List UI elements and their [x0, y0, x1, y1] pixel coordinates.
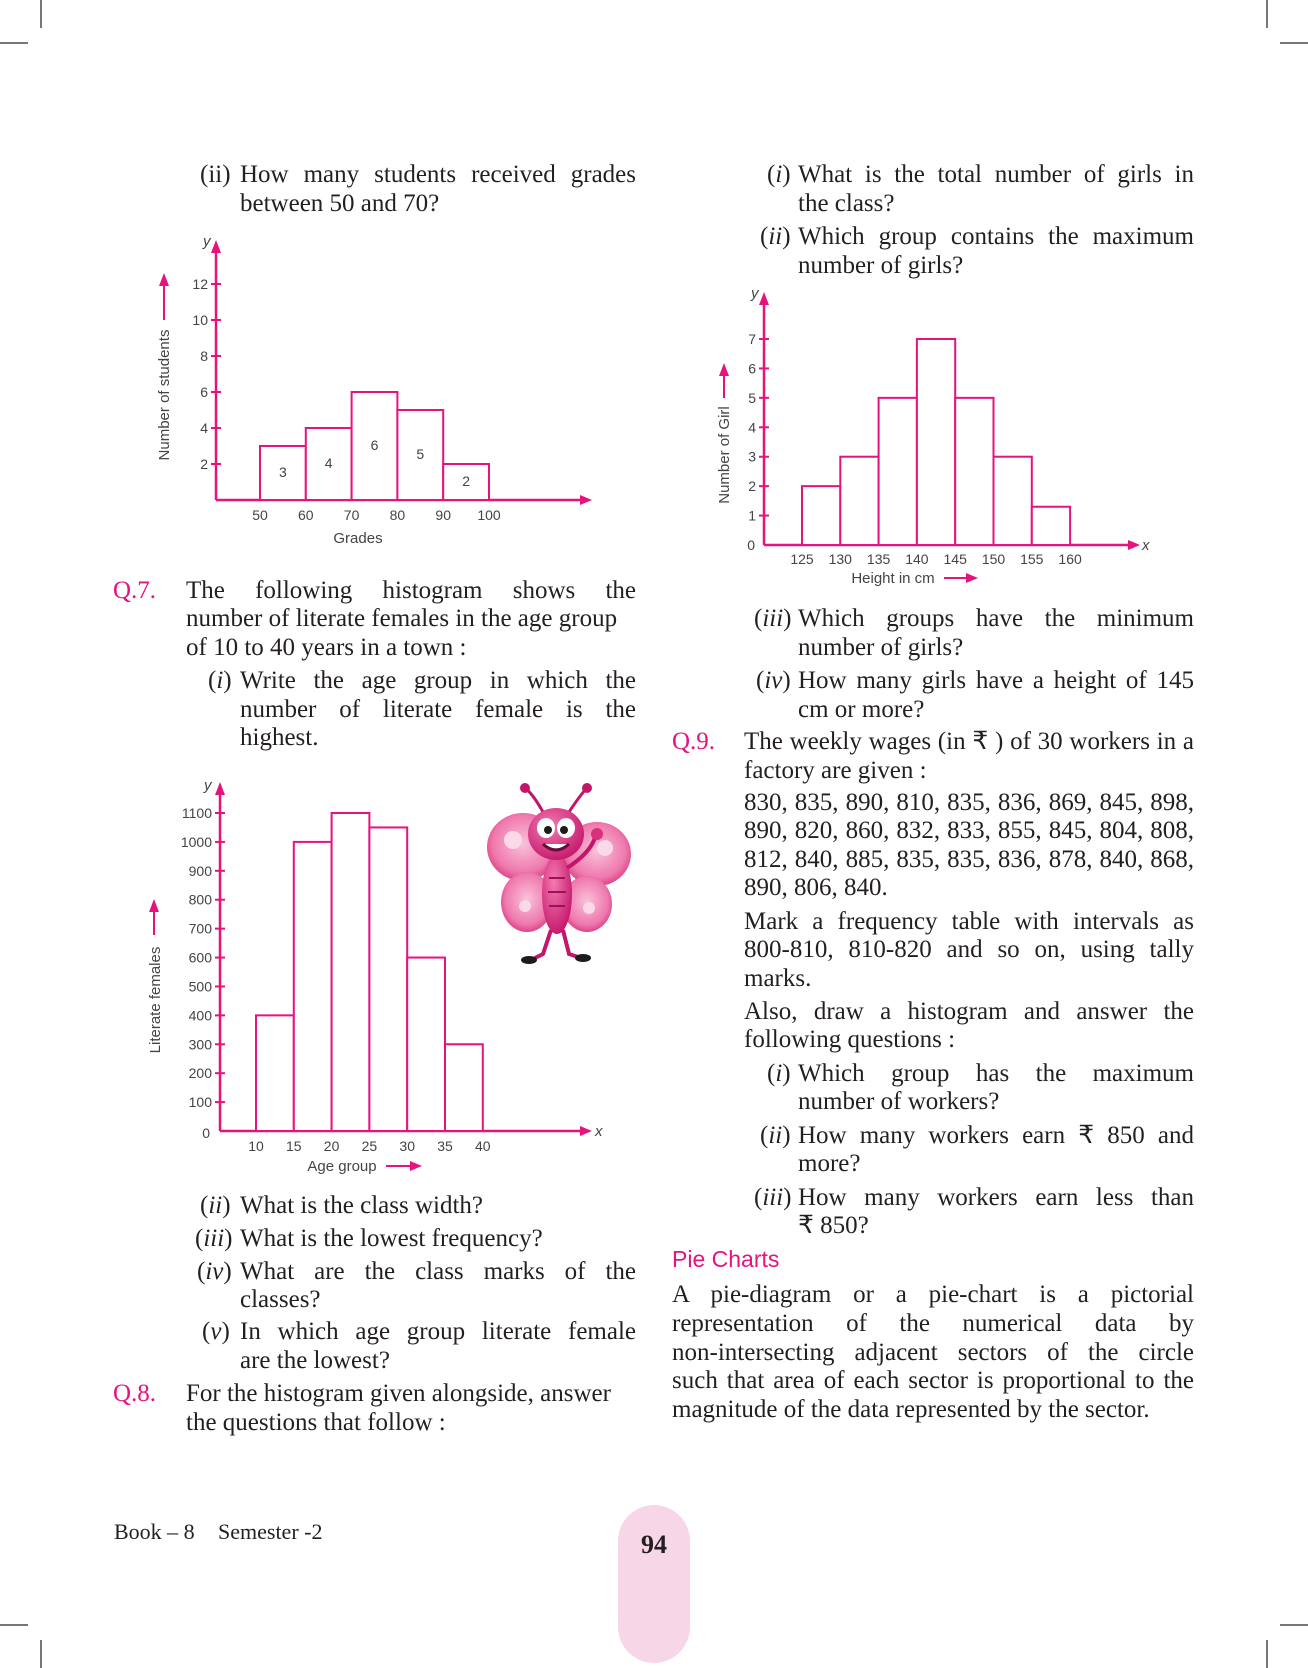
pie-paragraph-line: non-intersecting adjacent sectors of the circle	[672, 1339, 1194, 1366]
q6-ii-number: (ii)	[200, 161, 231, 188]
q9-ii-line: more?	[798, 1150, 861, 1177]
literate-x-tick-label: 20	[323, 1138, 340, 1154]
girls-bar	[994, 457, 1032, 545]
grades-x-tick-label: 70	[343, 507, 360, 523]
grades-bar-value-label: 2	[462, 473, 470, 489]
literate-x-label-arrowhead	[410, 1161, 422, 1171]
q9-instruction-line: following questions :	[744, 1026, 956, 1053]
girls-x-tick-label: 125	[790, 551, 814, 567]
literate-y-tick-label: 1000	[180, 833, 212, 850]
q9-instruction-line: Mark a frequency table with intervals as	[744, 908, 1194, 935]
q9-instruction-line: marks.	[744, 965, 812, 992]
grades-bar-value-label: 4	[324, 455, 333, 471]
girls-y-label-arrowhead	[719, 363, 729, 376]
grades-bar-value-label: 6	[370, 437, 379, 453]
literate-x-tick-label: 40	[475, 1138, 491, 1154]
grades-bar-value-label: 3	[279, 464, 287, 480]
q8-iii-number: (iii)	[754, 605, 792, 632]
grades-histogram	[150, 225, 600, 555]
girls-x-tick-label: 135	[866, 551, 891, 567]
grades-x-arrow	[580, 495, 592, 505]
page-number-tab	[618, 1505, 690, 1663]
girls-y-label: Number of Girl	[716, 406, 733, 504]
q7-v-number: (v)	[202, 1318, 230, 1345]
q6-ii-line: between 50 and 70?	[240, 190, 440, 217]
literate-x-label: Age group	[307, 1158, 377, 1175]
grades-y-tick-label: 4	[200, 420, 208, 436]
literate-bar	[332, 813, 370, 1131]
literate-origin-label: 0	[202, 1125, 210, 1141]
q9-instruction-line: 800-810, 810-820 and so on, using tally	[744, 936, 1194, 963]
girls-bar	[1032, 507, 1070, 545]
literate-y-tick-label: 500	[188, 978, 212, 995]
q7-v-line: are the lowest?	[240, 1347, 390, 1374]
literate-y-tick-label: 900	[188, 862, 212, 879]
q7-ii-number: (ii)	[200, 1192, 231, 1219]
q9-i-number: (i)	[767, 1060, 791, 1087]
q7-iv-number: (iv)	[197, 1258, 232, 1285]
crop-mark	[0, 1624, 28, 1626]
q7-iv-line: What are the class marks of the	[240, 1258, 636, 1285]
q9-line: factory are given :	[744, 757, 927, 784]
q9-data-line: 890, 820, 860, 832, 833, 855, 845, 804, 808,	[744, 817, 1194, 844]
literate-bar	[369, 827, 407, 1131]
girls-y-tick-label: 3	[748, 448, 756, 465]
grades-y-tick-label: 8	[200, 348, 208, 364]
q8-iii-line: Which groups have the minimum	[798, 605, 1194, 632]
crop-mark	[1280, 42, 1308, 44]
pie-paragraph-line: representation of the numerical data by	[672, 1310, 1194, 1337]
q7-iv-line: classes?	[240, 1286, 321, 1313]
literate-x-tick-label: 30	[399, 1138, 415, 1154]
literate-x-arrow	[580, 1126, 592, 1136]
literate-y-tick-label: 600	[188, 949, 212, 966]
girls-bar	[955, 398, 993, 545]
q9-i-line: Which group has the maximum	[798, 1060, 1194, 1087]
girls-bar	[917, 339, 955, 545]
butterfly-mascot-illustration	[485, 782, 635, 972]
girls-y-tick-label: 1	[748, 507, 756, 524]
footer-semester: Semester -2	[218, 1519, 323, 1544]
q7-i-line: highest.	[240, 724, 319, 751]
literate-bar	[407, 958, 445, 1131]
q9-iii-line: ₹ 850?	[798, 1212, 869, 1239]
girls-x-tick-label: 145	[943, 551, 967, 567]
crop-mark	[1266, 0, 1268, 28]
q8-ii-line: Which group contains the maximum	[798, 223, 1194, 250]
grades-x-tick-label: 90	[435, 507, 451, 523]
q8-number: Q.8.	[113, 1380, 157, 1407]
literate-y-tick-label: 300	[188, 1036, 212, 1053]
literate-bar	[445, 1044, 483, 1131]
girls-y-tick-label: 4	[748, 419, 756, 436]
literate-y-label-arrowhead	[149, 899, 159, 912]
girls-y-axis-letter: y	[751, 285, 759, 302]
q9-data-line: 812, 840, 885, 835, 835, 836, 878, 840, 868,	[744, 846, 1194, 873]
literate-bar	[294, 842, 332, 1131]
q8-i-number: (i)	[767, 161, 791, 188]
q9-iii-line: How many workers earn less than	[798, 1184, 1194, 1211]
girls-x-arrow	[1128, 540, 1140, 550]
q8-i-line: the class?	[798, 190, 895, 217]
grades-y-label-arrowhead	[159, 273, 169, 286]
crop-mark	[1266, 1640, 1268, 1668]
girls-y-tick-label: 7	[748, 331, 756, 347]
literate-x-tick-label: 10	[248, 1138, 264, 1154]
girls-x-tick-label: 140	[905, 551, 929, 567]
grades-y-tick-label: 2	[200, 456, 208, 472]
q9-number: Q.9.	[672, 728, 716, 755]
girls-y-tick-label: 2	[748, 478, 756, 495]
grades-y-tick-label: 12	[192, 276, 208, 292]
literate-y-arrow	[215, 782, 225, 795]
q7-line: The following histogram shows the	[186, 577, 636, 604]
q8-line: the questions that follow :	[186, 1409, 446, 1436]
girls-x-tick-label: 160	[1058, 551, 1082, 567]
grades-x-label: Grades	[333, 530, 383, 547]
pie-paragraph-line: magnitude of the data represented by the sector.	[672, 1396, 1150, 1423]
girls-bar	[840, 457, 878, 545]
girls-x-tick-label: 155	[1020, 551, 1044, 567]
q9-data-line: 830, 835, 890, 810, 835, 836, 869, 845, 898,	[744, 789, 1194, 816]
grades-y-axis-letter: y	[203, 233, 211, 250]
literate-y-tick-label: 200	[188, 1065, 212, 1082]
q8-iv-line: cm or more?	[798, 696, 925, 723]
literate-y-tick-label: 400	[188, 1007, 212, 1024]
q9-iii-number: (iii)	[754, 1184, 792, 1211]
grades-x-tick-label: 100	[477, 507, 501, 523]
q7-i-line: number of literate female is the	[240, 696, 636, 723]
literate-x-tick-label: 15	[286, 1138, 302, 1154]
literate-y-label: Literate females	[147, 946, 164, 1054]
crop-mark	[40, 1640, 42, 1668]
girls-x-tick-label: 150	[981, 551, 1006, 567]
q9-line: The weekly wages (in ₹ ) of 30 workers in a	[744, 728, 1194, 755]
pie-charts-heading: Pie Charts	[672, 1246, 780, 1272]
q8-iv-line: How many girls have a height of 145	[798, 667, 1194, 694]
girls-y-tick-label: 6	[748, 360, 756, 377]
girls-x-tick-label: 130	[828, 551, 852, 567]
q7-iii-text: What is the lowest frequency?	[240, 1225, 543, 1252]
crop-mark	[0, 42, 28, 44]
q8-i-line: What is the total number of girls in	[798, 161, 1194, 188]
q9-data-line: 890, 806, 840.	[744, 874, 888, 901]
footer-book: Book – 8	[114, 1519, 195, 1544]
page-number: 94	[641, 1530, 667, 1559]
literate-x-tick-label: 35	[437, 1138, 453, 1154]
crop-mark	[40, 0, 42, 28]
q8-ii-line: number of girls?	[798, 252, 964, 279]
q8-iv-number: (iv)	[756, 667, 791, 694]
q7-line: of 10 to 40 years in a town :	[186, 634, 467, 661]
girls-origin-label: 0	[747, 537, 755, 553]
q9-ii-number: (ii)	[760, 1122, 791, 1149]
literate-y-tick-label: 800	[188, 891, 212, 908]
girls-x-label: Height in cm	[851, 570, 935, 587]
literate-y-tick-label: 100	[188, 1094, 212, 1111]
literate-y-axis-letter: y	[204, 777, 212, 794]
girls-bar	[802, 486, 840, 545]
grades-x-tick-label: 80	[389, 507, 406, 523]
q8-line: For the histogram given alongside, answer	[186, 1380, 611, 1407]
girls-x-label-arrowhead	[966, 573, 978, 583]
q9-ii-line: How many workers earn ₹ 850 and	[798, 1122, 1194, 1149]
q7-i-line: Write the age group in which the	[240, 667, 636, 694]
girls-y-arrow	[759, 292, 769, 305]
literate-x-axis-letter: x	[595, 1123, 603, 1140]
q7-ii-text: What is the class width?	[240, 1192, 483, 1219]
girls-height-histogram	[710, 280, 1160, 595]
q7-iii-number: (iii)	[195, 1225, 233, 1252]
grades-bar-value-label: 5	[416, 446, 425, 462]
literate-bar	[256, 1015, 294, 1131]
q7-i-number: (i)	[208, 667, 232, 694]
literate-y-tick-label: 700	[188, 920, 212, 937]
girls-bar	[879, 398, 917, 545]
grades-y-label: Number of students	[156, 329, 173, 461]
q9-i-line: number of workers?	[798, 1088, 1000, 1115]
q8-ii-number: (ii)	[760, 223, 791, 250]
grades-y-tick-label: 6	[200, 384, 208, 400]
girls-x-axis-letter: x	[1142, 537, 1150, 554]
q9-instruction-line: Also, draw a histogram and answer the	[744, 998, 1194, 1025]
grades-y-tick-label: 10	[192, 312, 208, 328]
literate-x-tick-label: 25	[361, 1138, 378, 1154]
literate-y-tick-label: 1100	[181, 805, 212, 821]
q7-number: Q.7.	[113, 577, 157, 604]
q7-line: number of literate females in the age group	[186, 605, 618, 632]
q8-iii-line: number of girls?	[798, 634, 964, 661]
q6-ii-line: How many students received grades	[240, 161, 636, 188]
q7-v-line: In which age group literate female	[240, 1318, 636, 1345]
grades-y-arrow	[211, 240, 221, 253]
pie-paragraph-line: A pie-diagram or a pie-chart is a pictorial	[672, 1281, 1194, 1308]
grades-x-tick-label: 60	[298, 507, 314, 523]
grades-x-tick-label: 50	[252, 507, 268, 523]
pie-paragraph-line: such that area of each sector is proportional to the	[672, 1367, 1194, 1394]
girls-y-tick-label: 5	[748, 389, 756, 406]
crop-mark	[1280, 1624, 1308, 1626]
